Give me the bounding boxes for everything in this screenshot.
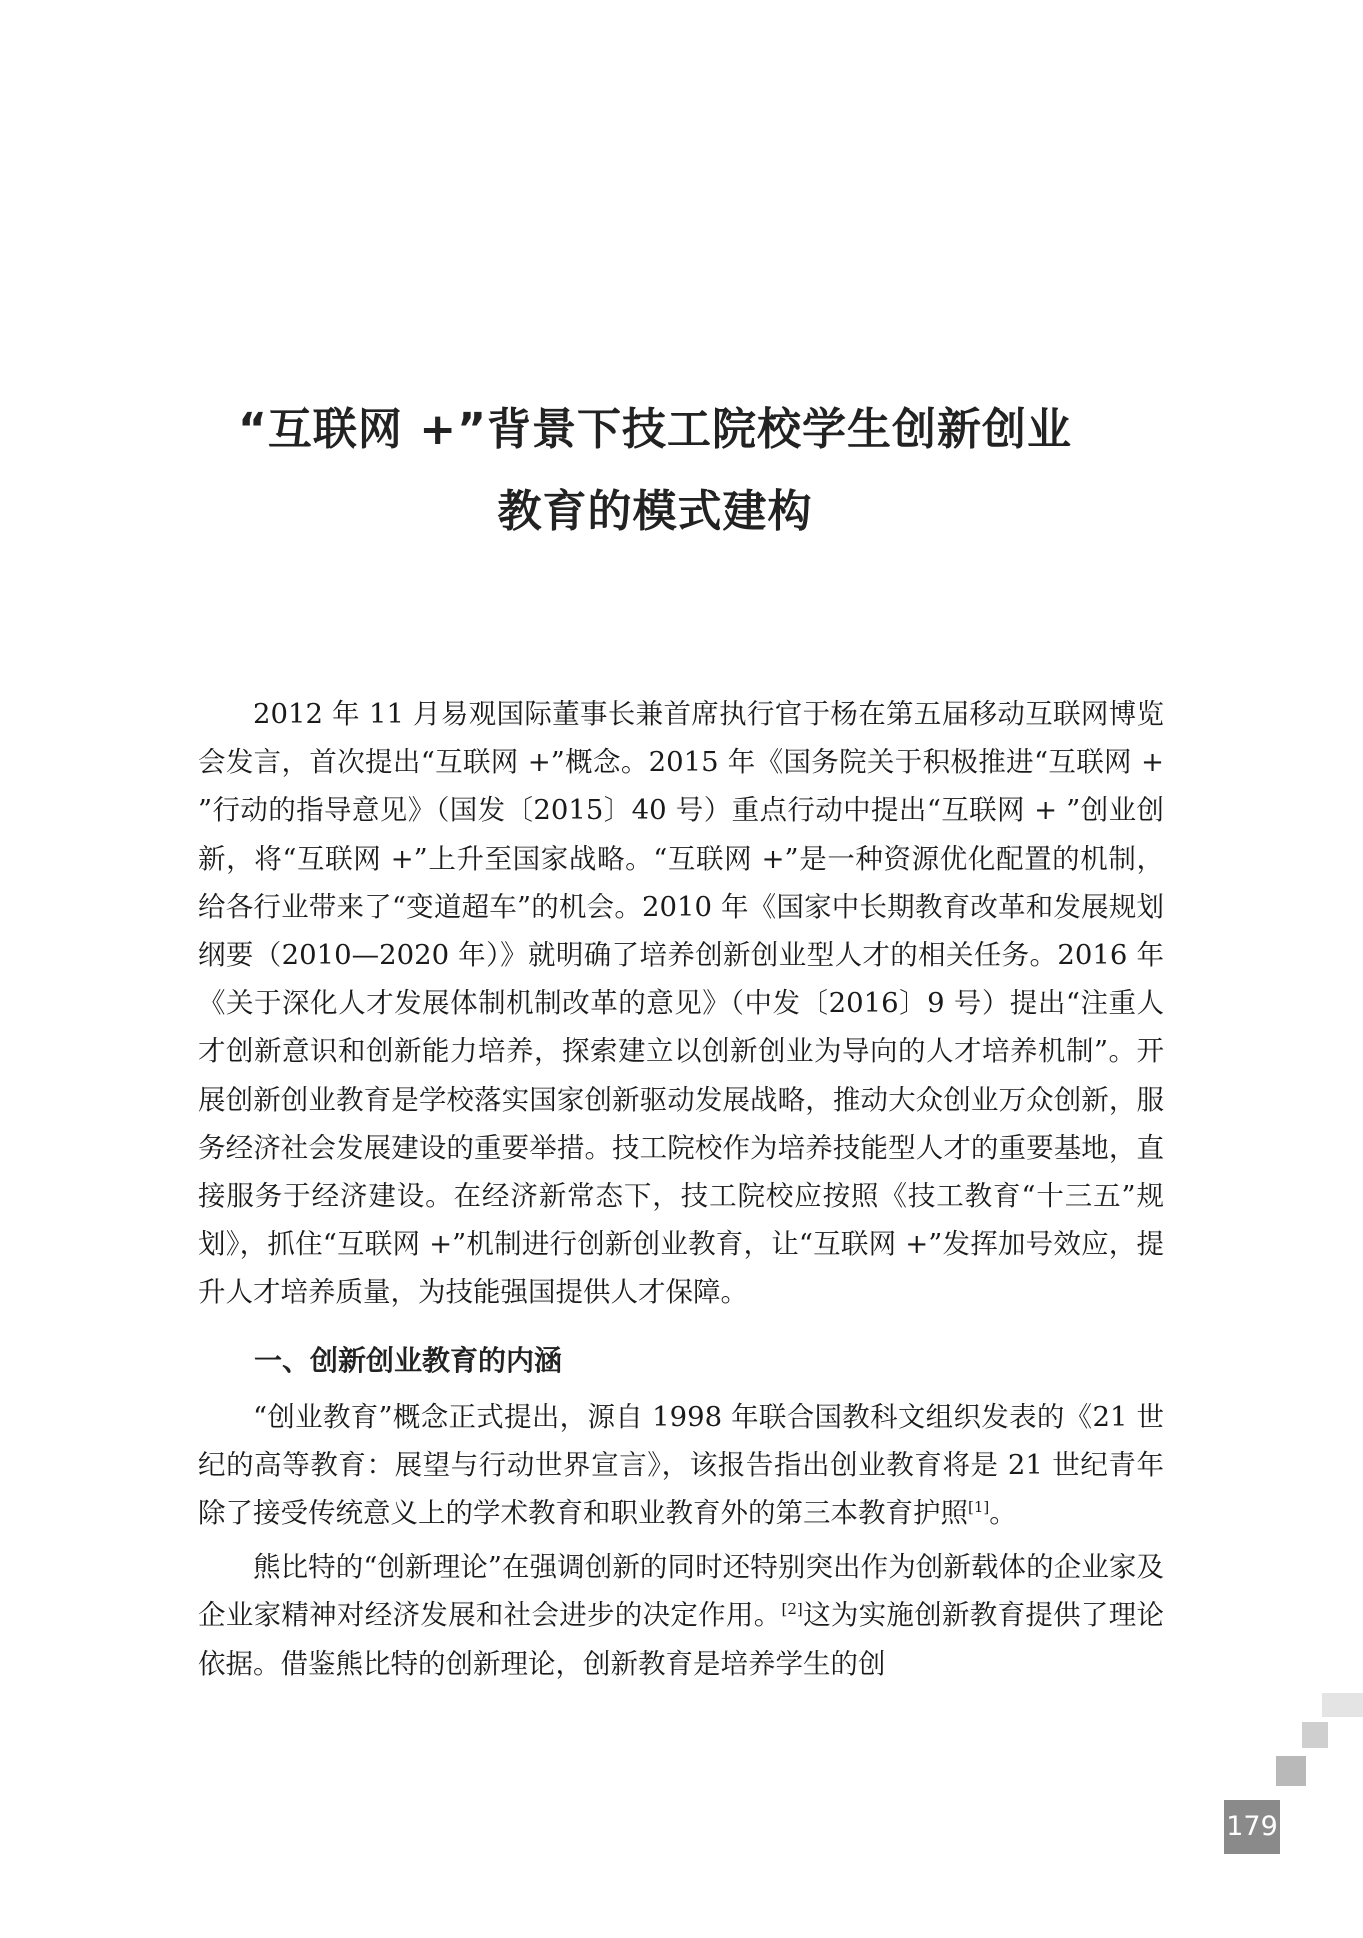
- section-paragraph-1: [198, 1393, 1164, 1538]
- decorative-square-3: [1276, 1756, 1306, 1786]
- citation-2: [2]: [781, 1600, 803, 1619]
- decorative-square-2: [1302, 1722, 1328, 1748]
- article-body: [198, 690, 1164, 1688]
- section-paragraph-2-text-a: 熊比特的“创新理论”在强调创新的同时还特别突出作为创新载体的企业家及企业家精神对经济发展和社会进步的决定作用。: [198, 1551, 1164, 1632]
- decorative-square-1: [1322, 1693, 1363, 1717]
- article-title-line-2: 教育的模式建构: [497, 486, 813, 538]
- intro-paragraph: 2012 年 11 月易观国际董事长兼首席执行官于杨在第五届移动互联网博览会发言，首次提出“互联网 +”概念。2015 年《国务院关于积极推进“互联网 + ”行动的指导意见》（国发〔2015〕40 号）重点行动中提出“互联网 + ”创业创新，将“互联网 +”上升至国家战略。“互联网 +”是一种资源优化配置的机制，给各行业带来了“变道超车”的机会。2010 年《国家中长期教育改革和发展规划纲要（2010—2020 年）》就明确了培养创新创业型人才的相关任务。2016 年《关于深化人才发展体制机制改革的意见》（中发〔2016〕9 号）提出“注重人才创新意识和创新能力培养，探索建立以创新创业为导向的人才培养机制”。开展创新创业教育是学校落实国家创新驱动发展战略，推动大众创业万众创新，服务经济社会发展建设的重要举措。技工院校作为培养技能型人才的重要基地，直接服务于经济建设。在经济新常态下，技工院校应按照《技工教育“十三五”规划》，抓住“互联网 +”机制进行创新创业教育，让“互联网 +”发挥加号效应，提升人才培养质量，为技能强国提供人才保障。: [198, 698, 1164, 1309]
- article-title-line-1: “互联网 +”背景下技工院校学生创新创业: [237, 404, 1073, 456]
- citation-1: [1]: [968, 1497, 990, 1516]
- page-number: 179: [1224, 1800, 1280, 1854]
- section-paragraph-1-end: 。: [989, 1497, 1017, 1530]
- section-paragraph-2: [198, 1543, 1164, 1688]
- section-heading: 一、创新创业教育的内涵: [254, 1343, 563, 1377]
- section-paragraph-1-text: “创业教育”概念正式提出，源自 1998 年联合国教科文组织发表的《21 世纪的高等教育：展望与行动世界宣言》，该报告指出创业教育将是 21 世纪青年除了接受传统意义上的学术教育和职业教育外的第三本教育护照: [198, 1400, 1164, 1530]
- article-title: [150, 389, 1160, 553]
- section-paragraph-2-text-b: 这为实施创新教育提供了理论依据。借鉴熊比特的创新理论，创新教育是培养学生的创: [198, 1599, 1165, 1680]
